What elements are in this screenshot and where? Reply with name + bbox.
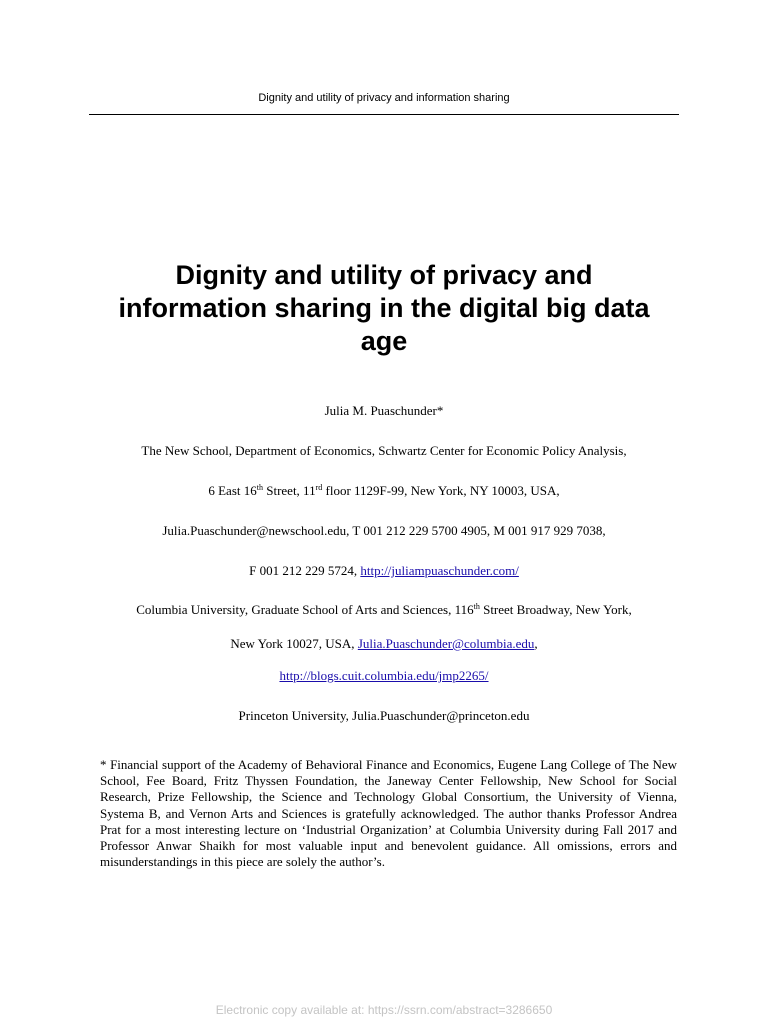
ssrn-footer: Electronic copy available at: https://ssrn.com/abstract=3286650 [215, 1003, 553, 1017]
footnote: * Financial support of the Academy of Behavioral Finance and Economics, Eugene Lang College of The New School, Fee Board, Fritz Thyssen Foundation, the Janeway Center Fellowship, New School for Social Research, Prize Fellowship, the Science and Technology Global Consortium, the University of Vienna, Systema B, and Vernon Arts and Sciences is gratefully acknowledged. The author thanks Professor Andrea Prat for a most interesting lecture on ‘Industrial Organization’ at Columbia University during Fall 2017 and Professor Anwar Shaikh for most valuable input and benevolent guidance. All omissions, errors and misunderstandings in this piece are solely the author’s. [100, 757, 677, 870]
affiliation-columbia-address [0, 636, 768, 652]
affiliation-part: Street Broadway, New York, [479, 602, 632, 617]
website-link[interactable]: http://juliampuaschunder.com/ [360, 563, 519, 578]
columbia-email-link[interactable]: Julia.Puaschunder@columbia.edu [357, 636, 535, 651]
address-suffix: , [534, 636, 538, 651]
running-header: Dignity and utility of privacy and information sharing [258, 92, 510, 104]
affiliation-newschool-line: The New School, Department of Economics, Schwartz Center for Economic Policy Analysis, [141, 443, 627, 458]
fax-line [0, 563, 768, 579]
fax-prefix: F 001 212 229 5724, [249, 563, 361, 578]
paper-title: Dignity and utility of privacy and information sharing in the digital big data age [118, 260, 650, 356]
affiliation-princeton: Princeton University, Julia.Puaschunder@princeton.edu [238, 708, 530, 723]
affiliation-part: Columbia University, Graduate School of Arts and Sciences, 116 [136, 602, 474, 617]
superscript: th [473, 602, 480, 611]
affiliation-columbia-line [0, 602, 768, 618]
superscript: th [256, 483, 263, 492]
header-rule [89, 114, 679, 115]
affiliation-newschool-address [0, 483, 768, 499]
address-part: 6 East 16 [208, 483, 257, 498]
address-part: Street, 11 [262, 483, 316, 498]
superscript: rd [315, 483, 323, 492]
author-name: Julia M. Puaschunder* [324, 403, 444, 418]
blog-link[interactable]: http://blogs.cuit.columbia.edu/jmp2265/ [279, 668, 489, 683]
address-part: floor 1129F-99, New York, NY 10003, USA, [322, 483, 560, 498]
address-prefix: New York 10027, USA, [230, 636, 358, 651]
blog-line [0, 668, 768, 684]
contact-line: Julia.Puaschunder@newschool.edu, T 001 212 229 5700 4905, M 001 917 929 7038, [162, 523, 606, 538]
